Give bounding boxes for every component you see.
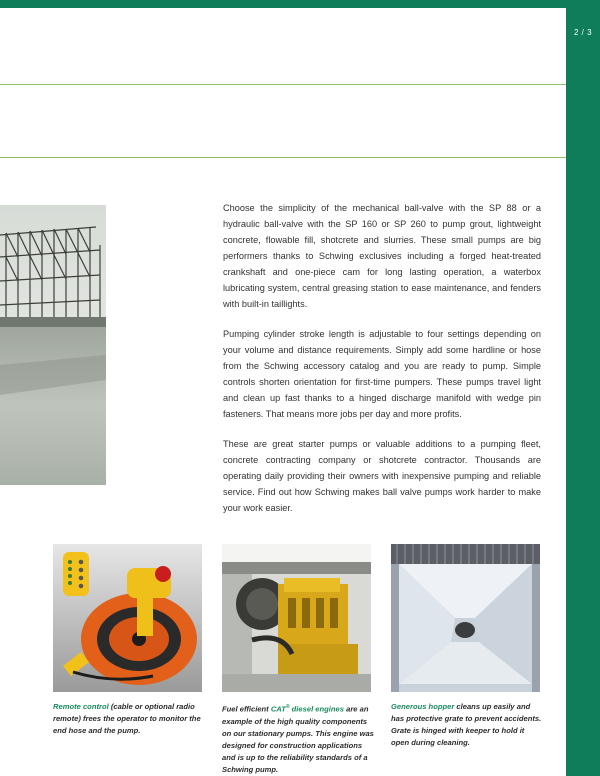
caption-remote-control bbox=[53, 701, 205, 737]
caption-hopper bbox=[391, 701, 543, 749]
caption-highlight: CAT bbox=[270, 704, 286, 714]
caption-text: cleans up easily and has protective grate to prevent accidents. Grate is hinged with keeper to hold it open during cleaning. bbox=[391, 702, 542, 747]
caption-text: (cable or optional radio remote) frees the operator to monitor the end hose and the pump. bbox=[53, 702, 201, 735]
divider-rule-bottom bbox=[0, 157, 566, 158]
body-paragraph: Choose the simplicity of the mechanical ball-valve with the SP 88 or a hydraulic ball-valve with the SP 160 or SP 260 to pump grout, lightweight concrete, flowable fill, shotcrete and slurries. These small pumps are big performers thanks to Schwing exclusives including a forged heat-treated crankshaft and one-piece cam for long lasting operation, a waterbox lubricating system, central greasing station to ease maintenance, and fenders with built-in taillights. bbox=[223, 203, 541, 309]
page-number: 2 / 3 bbox=[573, 28, 593, 37]
body-paragraph: These are great starter pumps or valuable additions to a pumping fleet, concrete contracting company or shotcrete contractor. Thousands are operating daily providing their owners with inexpensive pumping and reliable service. Find out how Schwing makes ball valve pumps work harder to make your work easier. bbox=[223, 439, 541, 513]
top-color-bar bbox=[0, 0, 600, 8]
side-color-bar bbox=[566, 0, 600, 776]
registered-mark: ® bbox=[285, 704, 290, 710]
body-copy bbox=[223, 200, 541, 530]
body-paragraph: Pumping cylinder stroke length is adjustable to four settings depending on your volume and distance requirements. Simply add some hardline or hose from the Schwing accessory catalog and you are ready to pump. Simple controls shorten orientation for first-time pumpers. These pumps travel light and clean up fast thanks to a hinged discharge manifold with wedge pin fasteners. That means more jobs per day and more profits. bbox=[223, 329, 541, 419]
caption-text: Fuel efficient bbox=[222, 704, 271, 714]
caption-highlight: Generous hopper bbox=[391, 702, 455, 711]
remote-control-photo bbox=[53, 544, 202, 692]
construction-site-photo bbox=[0, 205, 106, 485]
hopper-photo bbox=[391, 544, 540, 692]
caption-text: are an example of the high quality components on our stationary pumps. This engine was designed for construction applications and is up to the reliability standards of a Schwing pump. bbox=[222, 704, 374, 774]
diesel-engine-photo bbox=[222, 544, 371, 692]
caption-highlight: diesel engines bbox=[289, 704, 344, 714]
divider-rule-top bbox=[0, 84, 566, 85]
caption-highlight: Remote control bbox=[53, 702, 109, 711]
caption-diesel-engine bbox=[222, 701, 374, 776]
